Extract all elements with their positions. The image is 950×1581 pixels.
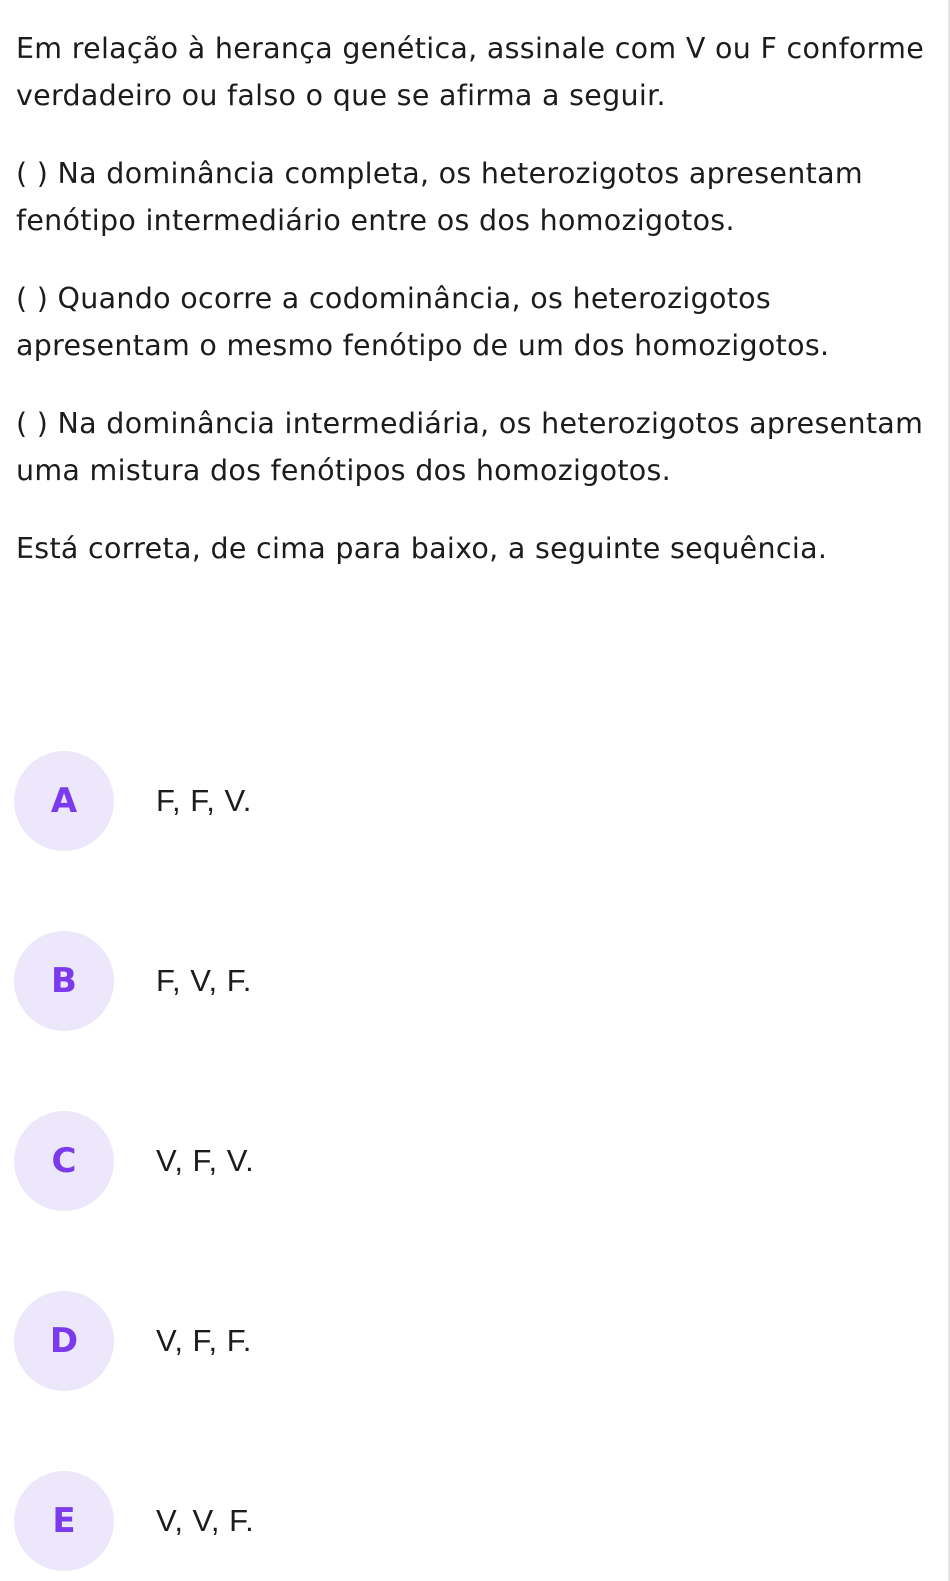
- option-c-letter-badge[interactable]: C: [14, 1111, 114, 1211]
- statement-2: ( ) Quando ocorre a codominância, os heterozigotos apresentam o mesmo fenótipo de um dos homozigotos.: [16, 282, 830, 362]
- option-c[interactable]: [14, 1111, 914, 1211]
- option-c-text: V, F, V.: [156, 1143, 255, 1178]
- statement-3: ( ) Na dominância intermediária, os heterozigotos apresentam uma mistura dos fenótipos dos homozigotos.: [16, 407, 924, 487]
- option-b[interactable]: [14, 931, 914, 1031]
- option-b-text: F, V, F.: [156, 963, 252, 998]
- option-a-letter-badge[interactable]: A: [14, 751, 114, 851]
- option-e[interactable]: [14, 1471, 914, 1571]
- question-intro: Em relação à herança genética, assinale com V ou F conforme verdadeiro ou falso o que se afirma a seguir.: [16, 32, 925, 112]
- option-d-letter-badge[interactable]: D: [14, 1291, 114, 1391]
- option-e-letter-badge[interactable]: E: [14, 1471, 114, 1571]
- option-d-text: V, F, F.: [156, 1323, 252, 1358]
- option-e-text: V, V, F.: [156, 1503, 255, 1538]
- option-d[interactable]: [14, 1291, 914, 1391]
- option-b-letter-badge[interactable]: B: [14, 931, 114, 1031]
- question-prompt: Está correta, de cima para baixo, a seguinte sequência.: [16, 532, 828, 565]
- option-a-text: F, F, V.: [156, 783, 252, 818]
- option-a[interactable]: [14, 751, 914, 851]
- question-text: [16, 26, 931, 573]
- answer-options: [14, 751, 914, 1571]
- statement-1: ( ) Na dominância completa, os heterozigotos apresentam fenótipo intermediário entre os dos homozigotos.: [16, 157, 863, 237]
